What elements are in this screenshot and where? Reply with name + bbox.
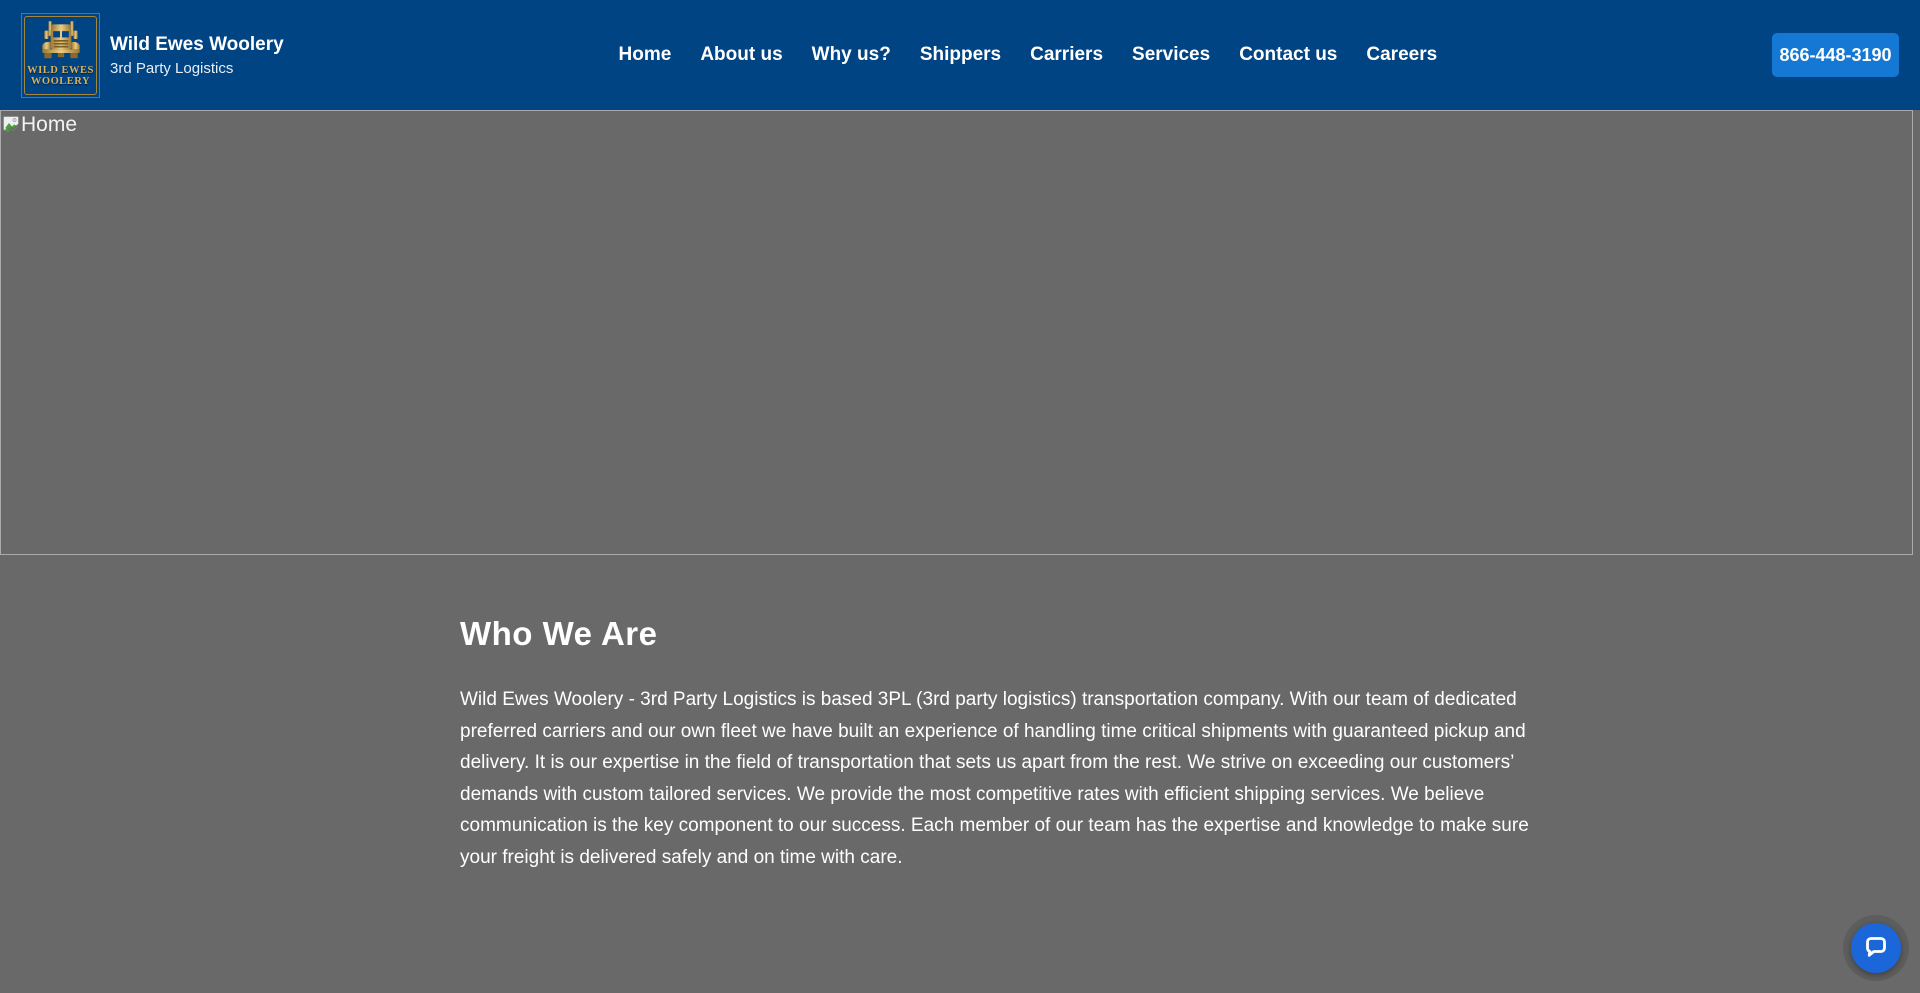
broken-image-icon (3, 115, 20, 132)
page-main (0, 110, 1920, 873)
who-we-are-heading: Who We Are (460, 615, 658, 652)
brand-text (110, 34, 284, 77)
logo-frame (24, 16, 97, 95)
brand-subtitle: 3rd Party Logistics (110, 59, 234, 77)
nav-item-contact-us[interactable]: Contact us (1239, 44, 1338, 65)
main-nav (284, 44, 1772, 66)
nav-item-home[interactable]: Home (618, 44, 672, 65)
nav-item-carriers[interactable]: Carriers (1030, 44, 1104, 65)
hero-broken-image (0, 110, 1913, 555)
truck-logo-icon (36, 20, 86, 65)
brand-title: Wild Ewes Woolery (110, 33, 284, 55)
nav-item-careers[interactable]: Careers (1366, 44, 1438, 65)
who-we-are-paragraph: Wild Ewes Woolery - 3rd Party Logistics is based 3PL (3rd party logistics) transportation company. With our team of dedicated preferred carriers and our own fleet we have built an experience of handling time critical shipments with guaranteed pickup and delivery. It is our expertise in the field of transportation that sets us apart from the rest. We strive on exceeding our customers’ demands with custom tailored services. We provide the most competitive rates with efficient shipping services. We believe communication is the key component to our success. Each member of our team has the expertise and knowledge to make sure your freight is delivered safely and on time with care. (460, 689, 1529, 868)
logo-wordmark-line1: WILD EWES (27, 64, 94, 76)
nav-item-services[interactable]: Services (1132, 44, 1211, 65)
nav-item-about-us[interactable]: About us (700, 44, 783, 65)
who-we-are-section (0, 555, 1920, 873)
nav-item-why-us[interactable]: Why us? (811, 44, 891, 65)
company-logo[interactable] (21, 13, 100, 98)
header (0, 0, 1920, 110)
live-chat-button[interactable] (1851, 923, 1901, 973)
phone-call-button[interactable]: 866-448-3190 (1772, 33, 1899, 77)
nav-item-shippers[interactable]: Shippers (919, 44, 1002, 65)
broken-image-alt-text: Home (21, 113, 78, 136)
logo-wordmark-line2: WOOLERY (30, 76, 91, 87)
chat-bubble-icon (1863, 934, 1889, 963)
